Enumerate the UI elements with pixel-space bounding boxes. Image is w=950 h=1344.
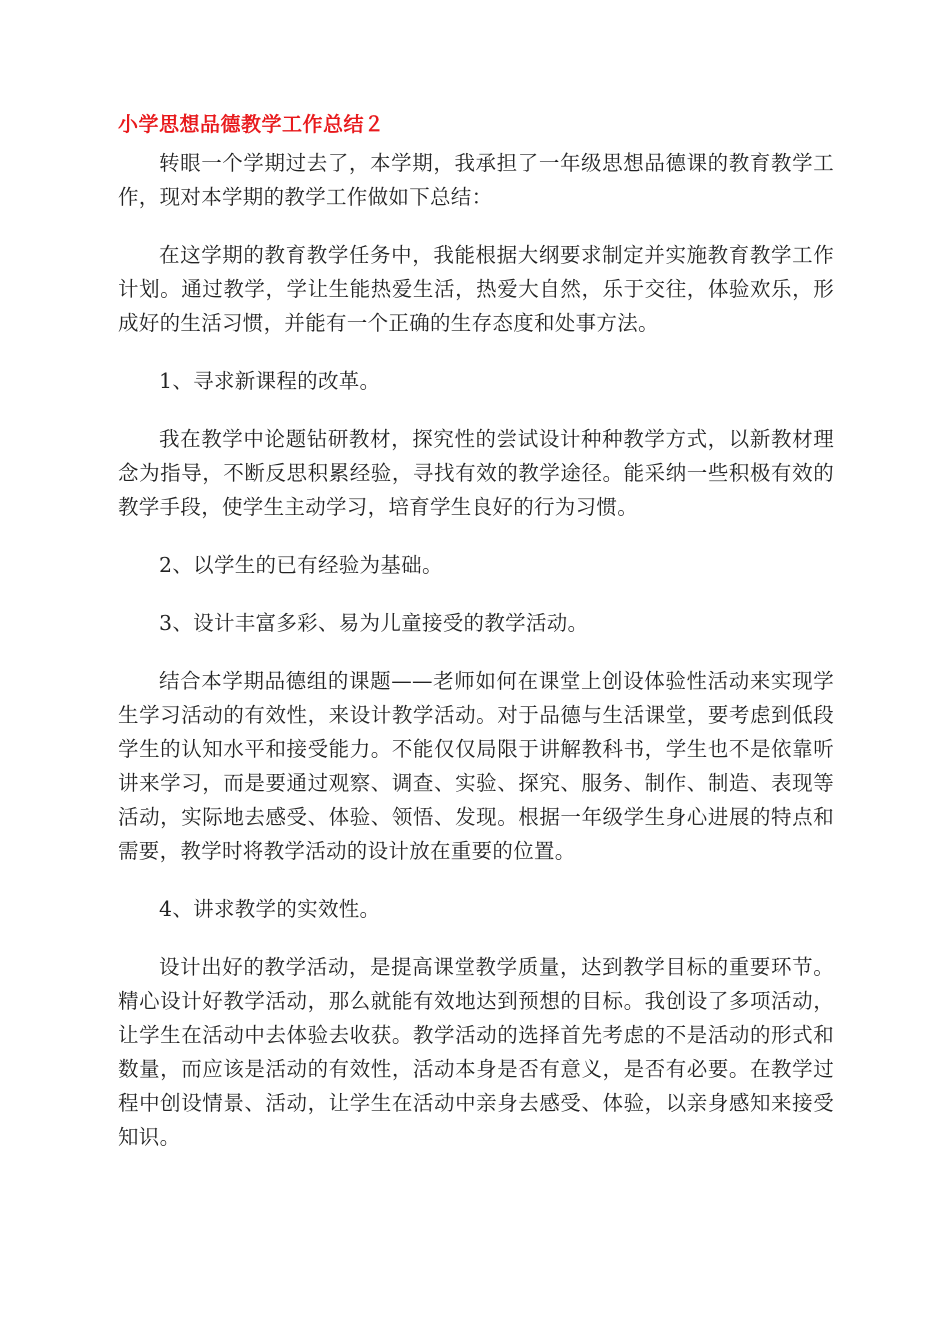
document-content	[118, 110, 834, 1178]
section-heading-3: 3、设计丰富多彩、易为儿童接受的教学活动。	[159, 611, 589, 635]
section-heading-4: 4、讲求教学的实效性。	[159, 897, 381, 921]
paragraph-intro: 转眼一个学期过去了，本学期，我承担了一年级思想品德课的教育教学工作，现对本学期的教学工作做如下总结：	[118, 151, 834, 209]
paragraph-effectiveness: 设计出好的教学活动，是提高课堂教学质量，达到教学目标的重要环节。精心设计好教学活动，那么就能有效地达到预想的目标。我创设了多项活动，让学生在活动中去体验去收获。教学活动的选择首先考虑的不是活动的形式和数量，而应该是活动的有效性，活动本身是否有意义，是否有必要。在教学过程中创设情景、活动，让学生在活动中亲身去感受、体验，以亲身感知来接受知识。	[118, 955, 834, 1149]
section-heading-2: 2、以学生的已有经验为基础。	[159, 553, 443, 577]
paragraph-activities: 结合本学期品德组的课题——老师如何在课堂上创设体验性活动来实现学生学习活动的有效性，来设计教学活动。对于品德与生活课堂，要考虑到低段学生的认知水平和接受能力。不能仅仅局限于讲解教科书，学生也不是依靠听讲来学习，而是要通过观察、调查、实验、探究、服务、制作、制造、表现等活动，实际地去感受、体验、领悟、发现。根据一年级学生身心进展的特点和需要，教学时将教学活动的设计放在重要的位置。	[118, 669, 834, 863]
paragraph-reform: 我在教学中论题钻研教材，探究性的尝试设计种种教学方式，以新教材理念为指导，不断反思积累经验，寻找有效的教学途径。能采纳一些积极有效的教学手段，使学生主动学习，培育学生良好的行为习惯。	[118, 427, 834, 519]
paragraph-plan: 在这学期的教育教学任务中，我能根据大纲要求制定并实施教育教学工作计划。通过教学，学让生能热爱生活，热爱大自然，乐于交往，体验欢乐，形成好的生活习惯，并能有一个正确的生存态度和处事方法。	[118, 243, 834, 335]
document-title: 小学思想品德教学工作总结２	[118, 112, 385, 136]
section-heading-1: 1、寻求新课程的改革。	[159, 369, 381, 393]
